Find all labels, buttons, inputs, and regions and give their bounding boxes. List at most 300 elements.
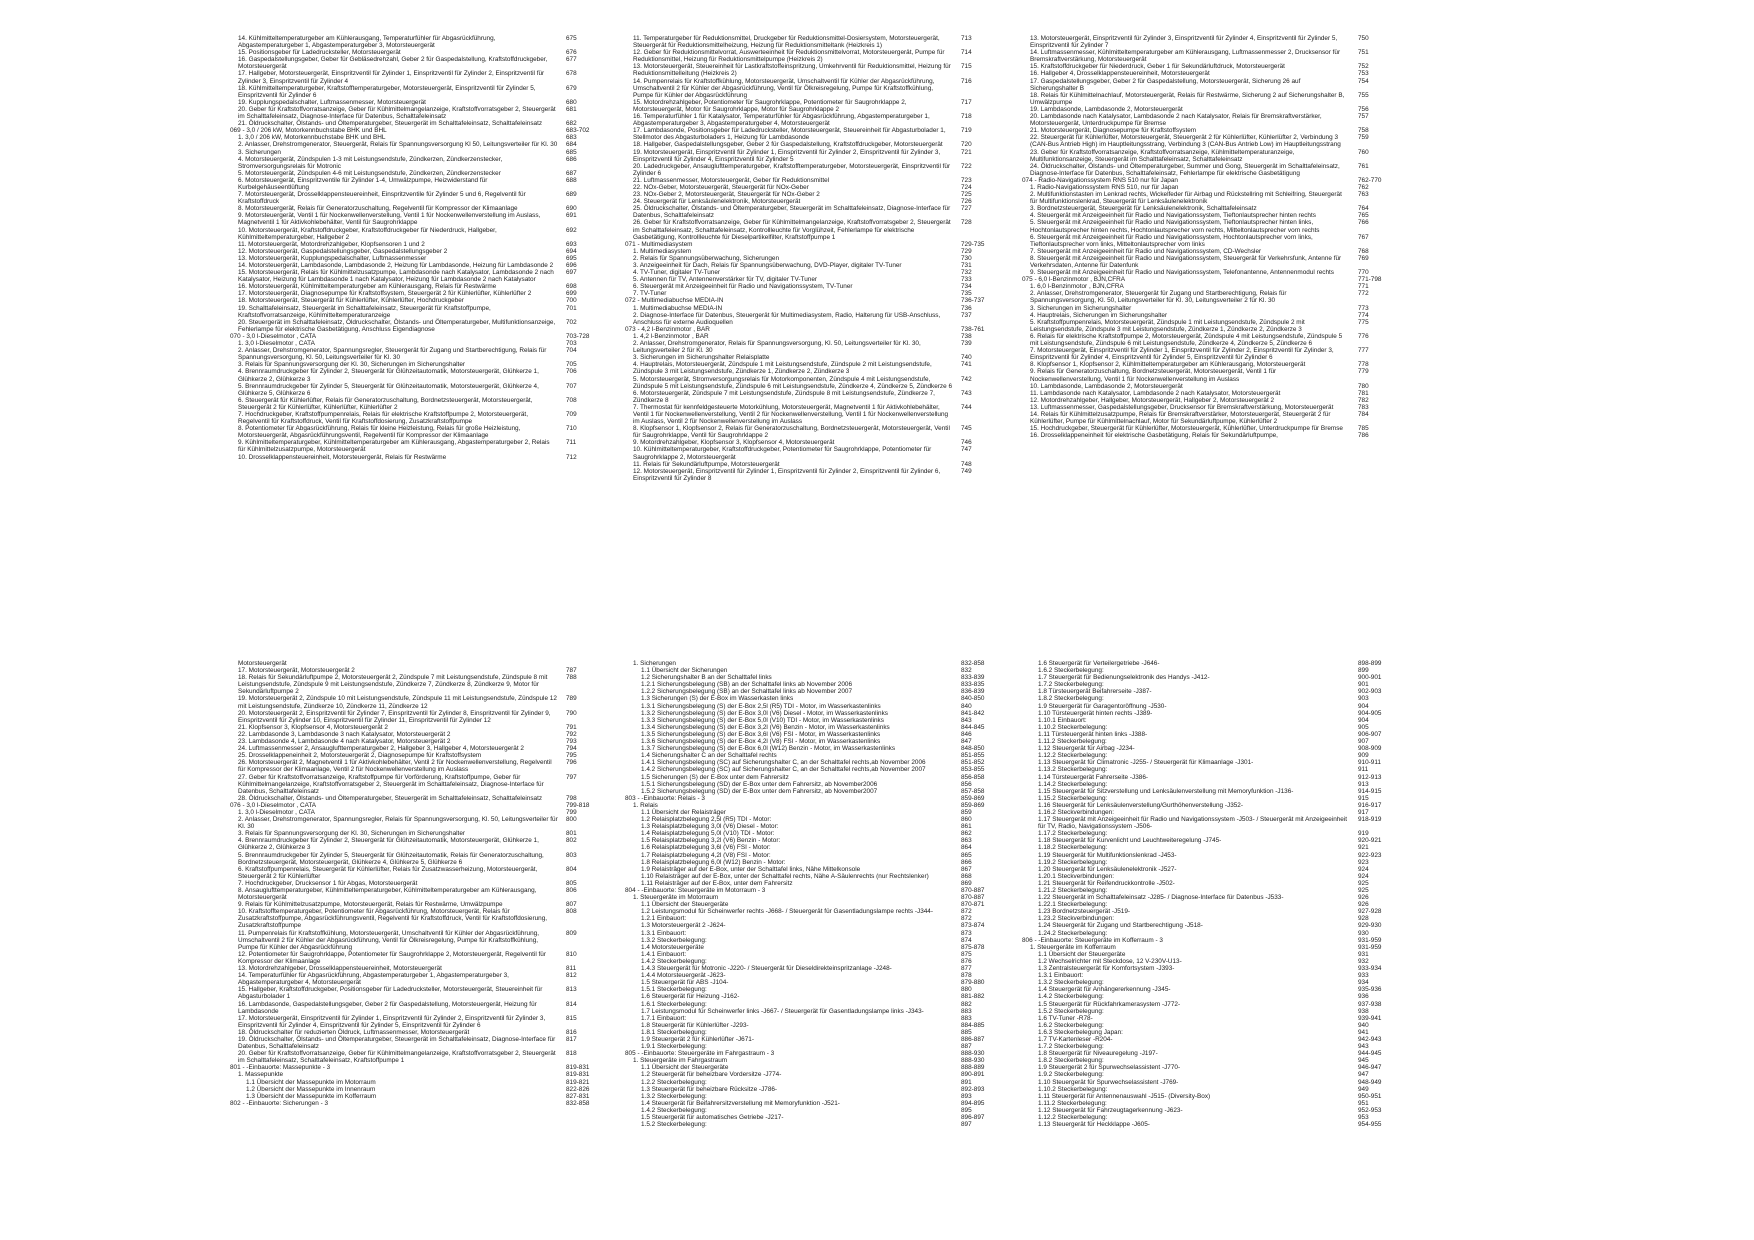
toc-entry <box>625 922 1005 929</box>
toc-entry <box>1022 922 1402 929</box>
column-bottom-left <box>230 660 610 1107</box>
toc-entry-page: 789 <box>566 695 577 703</box>
toc-entry-title: 2. Anlasser, Drehstromgenerator, Steuergerät, Relais für Spannungsversorgung Kl 50, Leitungsverteiler für Kl. 30 <box>238 141 558 149</box>
toc-section-entry <box>1022 276 1402 283</box>
toc-entry <box>230 241 610 248</box>
toc-entry-title: 1.6.1 Steckerbelegung: <box>641 1000 707 1008</box>
toc-entry-title: 10. Motorsteuergerät, Kraftstoffdruckgeber, Kraftstoffdruckgeber für Niederdruck, Hallgeber, Kühlmitteltemperaturgeber, Hallgeber 2 <box>238 226 497 241</box>
toc-entry-title: 17. Gaspedalstellungsgeber, Geber 2 für Gaspedalstellung, Motorsteuergerät, Sicherung 26 auf Sicherungshalter B <box>1030 77 1301 92</box>
toc-entry <box>230 710 610 724</box>
toc-entry-page: 756 <box>1358 105 1369 113</box>
toc-entry-title: 2. Anlasser, Drehstromgenerator, Spannungsregler, Steuergerät für Zugang und Startberechtigung, Relais für Spannungsversorgung, Kl. 50, Leitungsverteiler für Kl. 30 <box>238 347 547 362</box>
toc-entry <box>230 908 610 929</box>
toc-entry-page: 683-702 <box>566 127 590 135</box>
toc-entry-title: 11. Temperaturgeber für Reduktionsmittel, Druckgeber für Reduktionsmittel-Dosiersystem, Motorsteuergerät, Steuergerät für Reduktionsmittelheizung, Heizung für Reduktionsmitteltank (Heizkreis 1) <box>633 35 940 50</box>
toc-section-entry <box>625 887 1005 894</box>
toc-entry <box>1022 710 1402 717</box>
toc-entry-title: 1.10 Steuergerät für Spurwechselassistent -J769- <box>1038 1078 1179 1086</box>
toc-entry-title: 1.23 Bordnetzsteuergerät -J519- <box>1038 908 1131 916</box>
toc-entry-page: 803 <box>566 851 577 859</box>
toc-entry-page: 678 <box>566 70 577 78</box>
toc-entry <box>1022 1093 1402 1100</box>
column-bottom-right <box>1022 660 1402 1128</box>
toc-entry-title: 4. TV-Tuner, digitaler TV-Tuner <box>633 269 721 277</box>
toc-entry-page: 769 <box>1358 254 1369 262</box>
toc-entry-title: 7. Motorsteuergerät, Drosselklappensteuereinheit, Einspritzventile für Zylinder 5 und 6, Regelventil für Kraftstoffdruck <box>238 191 526 206</box>
toc-entry-page: 720 <box>961 141 972 149</box>
toc-entry-page: 738 <box>961 332 972 340</box>
toc-entry-page: 802 <box>566 837 577 845</box>
toc-section-entry <box>1022 937 1402 944</box>
toc-entry-page: 905 <box>1358 723 1369 731</box>
toc-entry-title: 1.7 TV-Kartenleser -R204- <box>1038 1035 1113 1043</box>
toc-entry-page: 913 <box>1358 780 1369 788</box>
toc-entry-page: 822-826 <box>566 1085 590 1093</box>
toc-entry <box>230 361 610 368</box>
toc-entry-title: 2. Anlasser, Drehstromgenerator, Relais für Spannungsversorgung, Kl. 50, Leitungsverteiler für Kl. 30, Leitungsverteiler 2 für Kl. 30 <box>633 340 921 355</box>
toc-entry-page: 777 <box>1358 347 1369 355</box>
toc-entry-title: 1.2 Steuergerät für beheizbare Vordersitze -J774- <box>641 1071 782 1079</box>
toc-entry-page: 888-889 <box>961 1064 985 1072</box>
toc-section-entry <box>1022 177 1402 184</box>
toc-entry <box>625 63 1005 77</box>
toc-entry-page: 948-949 <box>1358 1078 1382 1086</box>
toc-entry-page: 933 <box>1358 972 1369 980</box>
toc-entry-page: 903 <box>1358 695 1369 703</box>
column-top-left <box>230 35 610 461</box>
toc-entry <box>625 439 1005 446</box>
toc-entry-title: 16. Temperaturfühler 1 für Katalysator, Temperaturfühler für Abgasrückführung, Abgastemperaturgeber 1, Abgastemperaturgeber 3, Abgastemperaturgeber 4, Motorsteuergerät <box>633 113 930 128</box>
toc-entry-page: 772 <box>1358 290 1369 298</box>
toc-entry <box>625 141 1005 148</box>
toc-entry <box>1022 432 1402 439</box>
toc-entry-title: 3. Sicherungen <box>238 148 281 156</box>
toc-entry <box>625 781 1005 788</box>
toc-entry <box>625 1022 1005 1029</box>
toc-entry-title: 8. Ansauglufttemperaturgeber, Kühlmitteltemperaturgeber, Kühlmitteltemperaturgeber am Kühlerausgang, Motorsteuergerät <box>238 887 537 902</box>
toc-entry-title: 14. Relais für Kühlmittelzusatzpumpe, Relais für Bremskraftverstärker, Motorsteuergerät, Steuergerät 2 für Kühlerlüfter, Pumpe für Kühlmittelnachlauf, Motor für Sekundärluftpumpe, Kühlerlüfter 2 <box>1030 410 1331 426</box>
toc-entry-page: 714 <box>961 49 972 57</box>
toc-entry <box>625 830 1005 837</box>
toc-entry-title: 1.15.2 Steckerbelegung: <box>1038 794 1108 802</box>
toc-entry-title: 13. Luftmassenmesser, Gaspedalstellungsgeber, Drucksensor für Bremskraftverstärkung, Motorsteuergerät <box>1030 403 1334 411</box>
toc-entry-page: 697 <box>566 269 577 277</box>
toc-entry-page: 675 <box>566 35 577 42</box>
toc-entry-page: 796 <box>566 759 577 767</box>
toc-entry <box>1022 368 1402 382</box>
column-top-middle <box>625 35 1005 482</box>
toc-entry <box>1022 859 1402 866</box>
toc-entry-title: 1.3.2 Steckerbelegung: <box>1038 979 1104 987</box>
toc-entry-page: 942-943 <box>1358 1035 1382 1043</box>
toc-entry-page: 813 <box>566 986 577 994</box>
toc-entry-title: 1.7 Relaisplatzbelegung 4,2l (V8) FSI - Motor: <box>641 851 771 859</box>
toc-entry <box>625 376 1005 390</box>
toc-entry <box>1022 951 1402 958</box>
toc-entry-page: 864 <box>961 844 972 852</box>
toc-entry-page: 884-885 <box>961 1021 985 1029</box>
toc-entry-page: 681 <box>566 105 577 113</box>
toc-entry-title: 6. Motorsteuergerät, Zündspule 7 mit Leistungsendstufe, Zündspule 8 mit Leistungsendstufe, Zündkerze 7, Zündkerze 8 <box>633 389 935 404</box>
toc-entry-page: 919 <box>1358 830 1369 838</box>
toc-entry-title: 3. Anzeigeeinheit für Dach, Relais für Spannungsüberwachung, DVD-Player, digitaler TV-Tuner <box>633 262 902 269</box>
toc-entry-title: 18. Kühlmitteltemperaturgeber, Kraftstofftemperaturgeber, Motorsteuergerät, Einspritzventil für Zylinder 5, Einspritzventil für Zylinder 6 <box>238 84 536 99</box>
toc-entry <box>625 986 1005 993</box>
toc-entry <box>1022 404 1402 411</box>
toc-entry-title: 5. Antennen für TV, Antennenverstärker für TV, digitaler TV-Tuner <box>633 276 818 284</box>
toc-entry-title: 3. Sicherungen im Sicherungshalter Relaisplatte <box>633 354 770 362</box>
toc-entry-title: 1.3.1 Einbauort: <box>1038 972 1084 980</box>
toc-entry-page: 776 <box>1358 332 1369 340</box>
toc-entry <box>625 205 1005 219</box>
toc-entry <box>1022 63 1402 70</box>
toc-entry-title: 15. Motordrehzahlgeber, Potentiometer für Saugrohrklappe, Potentiometer für Saugrohrklappe 2, Motorsteuergerät, Motor für Saugrohrklappe, Motor für Saugrohrklappe 2 <box>633 98 907 113</box>
toc-entry <box>230 830 610 837</box>
toc-entry-page: 805 <box>566 879 577 887</box>
toc-entry-page: 723 <box>961 176 972 184</box>
toc-entry <box>230 141 610 148</box>
toc-entry-title: 25. Drosselklappeneinheit 2, Motorsteuergerät 2, Diagnosepumpe für Kraftstoffsystem <box>238 752 482 760</box>
column-bottom-middle <box>625 660 1005 1128</box>
toc-entry-title: 1. Steuergeräte im Fahrgastraum <box>633 1057 728 1065</box>
toc-entry-page: 888-930 <box>961 1057 985 1065</box>
toc-entry <box>625 219 1005 240</box>
toc-entry <box>625 1107 1005 1114</box>
toc-entry <box>230 809 610 816</box>
toc-entry-title: 1.13 Steuergerät für Climatronic -J255- / Steuergerät für Klimaanlage -J301- <box>1038 759 1254 767</box>
toc-entry-page: 764 <box>1358 205 1369 213</box>
toc-entry-page: 766 <box>1358 219 1369 227</box>
toc-entry-page: 893 <box>961 1092 972 1100</box>
toc-entry-title: 1.12.2 Steckerbelegung: <box>1038 1114 1108 1121</box>
toc-entry <box>625 873 1005 880</box>
toc-entry <box>1022 1100 1402 1107</box>
toc-entry <box>625 35 1005 49</box>
toc-entry <box>625 127 1005 141</box>
toc-entry <box>1022 681 1402 688</box>
toc-entry-page: 740 <box>961 354 972 362</box>
toc-entry <box>230 1093 610 1100</box>
toc-entry-page: 731 <box>961 262 972 269</box>
toc-entry-page: 692 <box>566 226 577 234</box>
toc-entry <box>1022 703 1402 710</box>
toc-entry-page: 739 <box>961 340 972 348</box>
toc-entry-title: 8. Motorsteuergerät, Relais für Generatorzuschaltung, Regelventil für Kompressor der Klimaanlage <box>238 205 518 213</box>
toc-entry-title: 1.3 Relaisplatzbelegung 3,0l (V6) Diesel - Motor: <box>641 823 779 831</box>
toc-entry-title: 1.3 Motorsteuergerät 2 -J624- <box>641 922 726 930</box>
toc-entry-title: 12. Geber für Reduktionsmittelvorrat, Auswerteeinheit für Reduktionsmittelvorrat, Motorsteuergerät, Pumpe für Reduktionsmittel, Heizung für Reduktionsmittelpumpe (Heizkreis 2) <box>633 49 945 64</box>
toc-entry-page: 944-945 <box>1358 1050 1382 1058</box>
toc-entry <box>625 1100 1005 1107</box>
toc-entry-title: 1.13 Steuergerät für Heckklappe -J605- <box>1038 1121 1150 1129</box>
toc-entry <box>625 340 1005 354</box>
toc-entry <box>230 347 610 361</box>
toc-entry-title: 1.12 Steuergerät für Airbag -J234- <box>1038 745 1135 753</box>
toc-entry-title: 1.7 Steuergerät für Bedienungselektronik des Handys -J412- <box>1038 674 1210 682</box>
toc-entry-page: 925 <box>1358 887 1369 894</box>
toc-entry-page: 718 <box>961 113 972 121</box>
toc-entry-page: 943 <box>1358 1043 1369 1051</box>
toc-entry-title: 1.6 Steuergerät für Heizung -J162- <box>641 993 740 1001</box>
toc-entry <box>625 461 1005 468</box>
toc-entry-title: 2. Anlasser, Drehstromgenerator, Spannungsregler, Relais für Spannungsversorgung, Kl. 50, Leitungsverteiler für Kl. 30 <box>238 816 558 831</box>
toc-entry-page: 745 <box>961 425 972 433</box>
toc-entry-title: 1.3.7 Sicherungsbelegung (S) der E-Box 6,0l (W12) Benzin - Motor, im Wasserkastenlinks <box>641 745 896 753</box>
toc-entry <box>230 1050 610 1064</box>
toc-entry-page: 859-869 <box>961 801 985 809</box>
toc-entry-title: 1.9 Steuergerät 2 für Spurwechselassistent -J770- <box>1038 1064 1181 1072</box>
toc-entry <box>230 297 610 304</box>
toc-entry-page: 703-728 <box>566 332 590 340</box>
toc-entry-page: 790 <box>566 709 577 717</box>
toc-entry-page: 819-821 <box>566 1078 590 1086</box>
toc-entry-title: 9. Relais für Generatorzuschaltung, Bordnetzsteuergerät, Motorsteuergerät, Ventil 1 für Nockenwellenverstellung, Ventil 1 für Nockenwellenverstellung im Auslass <box>1030 368 1277 383</box>
toc-entry-title: 21. Öldruckschalter, Ölstands- und Öltemperaturgeber, Steuergerät im Schalttafeleinsatz, Schalttafeleinsatz <box>238 120 543 128</box>
toc-entry-page: 705 <box>566 361 577 369</box>
toc-entry-title: 1.3 Übersicht der Massepunkte im Kofferraum <box>246 1092 377 1100</box>
toc-entry-page: 892-893 <box>961 1085 985 1093</box>
toc-entry <box>230 759 610 773</box>
toc-entry <box>1022 830 1402 837</box>
toc-entry-title: 1. Multimediabuchse MEDIA-IN <box>633 304 723 312</box>
toc-entry-page: 691 <box>566 212 577 220</box>
toc-entry-page: 677 <box>566 56 577 64</box>
toc-entry-title: 13. Motordrehzahlgeber, Drosselklappensteuereinheit, Motorsteuergerät <box>238 965 442 973</box>
toc-entry-title: 3. Bordnetzsteuergerät, Steuergerät für Lenksäulenelektronik, Schalttafeleinsatz <box>1030 205 1257 213</box>
toc-entry-title: 1.9.2 Steckerbelegung: <box>1038 1071 1104 1079</box>
toc-entry-title: 11. Relais für Sekundärluftpumpe, Motorsteuergerät <box>633 460 780 468</box>
toc-entry-title: 22. Steuergerät für Kühlerlüfter, Motorsteuergerät, Steuergerät 2 für Kühlerlüfter, Kühlerlüfter 2, Verbindung 3 (CAN-Bus Antrieb High) im Hauptleitungsstrang, Verbindung 3 (CAN-Bus Antrieb Low) im Hauptleitungsstrang <box>1030 134 1341 149</box>
toc-entry <box>230 269 610 283</box>
toc-entry <box>625 816 1005 823</box>
toc-entry-page: 906-907 <box>1358 730 1382 738</box>
toc-entry <box>230 340 610 347</box>
toc-entry-title: 12. Motorsteuergerät, Einspritzventil für Zylinder 1, Einspritzventil für Zylinder 2, Einspritzventil für Zylinder 6, Einspritzventil für Zylinder 8 <box>633 467 941 482</box>
toc-entry-title: 1.12.2 Steckerbelegung: <box>1038 752 1108 760</box>
toc-entry-title: 19. Öldruckschalter, Ölstands- und Öltemperaturgeber, Steuergerät im Schalttafeleinsatz, Diagnose-Interface für Datenbus, Schalttafeleinsatz <box>238 1035 556 1051</box>
toc-entry <box>625 937 1005 944</box>
toc-entry-page: 924 <box>1358 865 1369 873</box>
toc-entry-title: 17. Motorsteuergerät, Motorsteuergerät 2 <box>238 667 355 675</box>
toc-entry-title: 25. Öldruckschalter, Ölstands- und Öltemperaturgeber, Steuergerät im Schalttafeleinsatz, Diagnose-Interface für Datenbus, Schalttafeleinsatz <box>633 205 951 220</box>
toc-entry <box>1022 1036 1402 1043</box>
toc-entry <box>230 368 610 382</box>
toc-entry-page: 908-909 <box>1358 745 1382 753</box>
toc-entry <box>230 205 610 212</box>
toc-entry <box>230 319 610 333</box>
toc-entry <box>230 170 610 177</box>
toc-entry-title: 1.7.2 Steckerbelegung: <box>1038 681 1104 689</box>
toc-entry-page: 808 <box>566 908 577 916</box>
toc-entry-page: 866 <box>961 858 972 866</box>
toc-entry-page: 929-930 <box>1358 922 1382 930</box>
toc-entry-page: 717 <box>961 98 972 106</box>
toc-entry-title: 1.2 Wechselrichter mit Steckdose, 12 V-230V-U13- <box>1038 957 1182 965</box>
toc-entry-title: 20. Lambdasonde nach Katalysator, Lambdasonde 2 nach Katalysator, Relais für Bremskraftverstärker, Motorsteuergerät, Unterdruckpumpe für Bremse <box>1030 113 1322 128</box>
toc-entry <box>1022 255 1402 269</box>
toc-entry-page: 886-887 <box>961 1035 985 1043</box>
toc-entry-title: 1.4.2 Sicherungsbelegung (SC) auf Sicherungshalter C, an der Schalttafel rechts,ab November 2007 <box>641 766 926 774</box>
toc-entry-page: 807 <box>566 901 577 909</box>
toc-entry <box>230 439 610 453</box>
toc-entry-title: 1. Multimediasystem <box>633 247 692 255</box>
toc-entry <box>1022 752 1402 759</box>
toc-entry-page: 715 <box>961 63 972 71</box>
toc-entry-title: 20. Ladedruckgeber, Ansauglufttemperaturgeber, Kraftstofftemperaturgeber, Motorsteuergerät, Einspritzventil für Zylinder 6 <box>633 162 951 177</box>
toc-entry-title: 1.2.2 Steckerbelegung: <box>641 1078 707 1086</box>
toc-entry-page: 797 <box>566 773 577 781</box>
toc-entry-page: 844-845 <box>961 723 985 731</box>
toc-entry-title: 1.6 Relaisplatzbelegung 3,6l (V6) FSI - Motor: <box>641 844 771 852</box>
toc-entry-page: 862 <box>961 830 972 838</box>
toc-entry-title: 1.8.1 Steckerbelegung: <box>641 1028 707 1036</box>
toc-entry <box>1022 127 1402 134</box>
toc-entry-page: 773 <box>1358 304 1369 312</box>
toc-entry-title: 5. Motorsteuergerät, Stromversorgungsrelais für Motorkomponenten, Zündspule 4 mit Leistungsendstufe, Zündspule 5 mit Leistungsendstufe, Zündspule 6 mit Leistungsendstufe, Zündkerze 4, Zündkerze 5, Zündkerze 6 <box>633 375 953 390</box>
toc-entry <box>625 880 1005 887</box>
toc-entry <box>1022 837 1402 844</box>
toc-entry-title: 7. Hochdruckgeber, Kraftstoffpumpenrelais, Relais für elektrische Kraftstoffpumpe 2, Motorsteuergerät, Regelventil für Kraftstoffdruck, Ventil für Kraftstoffdosierung, Zusatzkraftstoffpumpe <box>238 410 528 426</box>
toc-entry-title: 23. Geber für Kraftstoffvorratsanzeige, Kraftstoffvorratsanzeige, Kühlmitteltemperaturanzeige, Multifunktionsanzeige, Steuergerät im Schalttafeleinsatz, Schalttafeleinsatz <box>1030 148 1295 163</box>
toc-entry <box>1022 880 1402 887</box>
toc-entry <box>1022 866 1402 873</box>
toc-entry-title: 10. Lambdasonde, Lambdasonde 2, Motorsteuergerät <box>1030 382 1183 390</box>
toc-entry <box>625 163 1005 177</box>
toc-entry-title: 1.7.1 Einbauort: <box>641 1014 687 1022</box>
toc-entry-title: 1.4 Steuergerät für Anhängererkennung -J345- <box>1038 986 1171 994</box>
toc-entry-title: 1.3.2 Sicherungsbelegung (S) der E-Box 3,0l (V6) Diesel - Motor, im Wasserkastenlinks <box>641 709 888 717</box>
toc-entry-title: 15. Hochdruckgeber, Steuergerät für Kühlerlüfter, Motorsteuergerät, Kühlerlüfter, Unterdruckpumpe für Bremse <box>1030 425 1343 433</box>
toc-entry-page: 729 <box>961 247 972 255</box>
toc-entry-title: 11. Lambdasonde nach Katalysator, Lambdasonde 2 nach Katalysator, Motorsteuergerät <box>1030 389 1281 397</box>
toc-entry-title: 1.14.2 Steckerbelegung: <box>1038 780 1108 788</box>
toc-entry-title: 1.17.2 Steckerbelegung: <box>1038 830 1108 838</box>
toc-entry-title: 16. Motorsteuergerät, Kühlmitteltemperaturgeber am Kühlerausgang, Relais für Restwärme <box>238 283 497 291</box>
toc-entry-page: 907 <box>1358 738 1369 746</box>
toc-entry <box>625 1029 1005 1036</box>
toc-entry-title: 19. Schalttafeleinsatz, Steuergerät im Schalttafeleinsatz, Steuergerät für Kraftstoffpumpe, Kraftstoffvorratsanzeige, Kühlmitteltemperaturanzeige <box>238 304 491 319</box>
toc-entry <box>1022 305 1402 312</box>
toc-entry-title: 9. Motorsteuergerät, Ventil 1 für Nockenwellenverstellung, Ventil 1 für Nockenwellenverstellung im Auslass, Magnetventil 1 für Aktivkohlebehälter, Ventil für Saugrohrklappe <box>238 212 541 227</box>
toc-entry-title: 1.8 Steuergerät für Niveauregelung -J197- <box>1038 1050 1158 1058</box>
toc-entry-title: 076 - 3,0 l-Dieselmotor , CATA <box>230 801 317 809</box>
toc-entry-page: 782 <box>1358 396 1369 404</box>
toc-entry-page: 694 <box>566 247 577 255</box>
toc-entry <box>230 49 610 56</box>
toc-entry <box>625 965 1005 972</box>
toc-entry <box>1022 695 1402 702</box>
toc-entry-title: 1.11.2 Steckerbelegung: <box>1038 738 1107 746</box>
toc-entry-page: 840 <box>961 702 972 710</box>
toc-entry-page: 817 <box>566 1035 577 1043</box>
toc-entry-title: 075 - 6,0 l-Benzinmotor , BJN,CFRA <box>1022 276 1125 284</box>
toc-entry <box>1022 1107 1402 1114</box>
toc-entry-page: 847 <box>961 738 972 746</box>
toc-entry-page: 875 <box>961 950 972 958</box>
toc-entry-title: 3. Sicherungen im Sicherungshalter <box>1030 304 1132 312</box>
toc-entry-title: 26. Geber für Kraftstoffvorratsanzeige, Geber für Kühlmittelmangelanzeige, Kraftstoffvorratsgeber 2, Steuergerät im Schalttafeleinsatz, Schalttafeleinsatz, Kontrollleuchte für Vorglühzeit, Fehlerlampe für elektrische Gasbetätigung, Kontrollleuchte für Dieselpartikelfilter, Kraftstoffpumpe 1 <box>633 219 951 241</box>
toc-entry <box>230 1001 610 1015</box>
toc-entry-page: 710 <box>566 425 577 433</box>
toc-entry-page: 904-905 <box>1358 709 1382 717</box>
toc-entry-title: 1.4 Motorsteuergeräte <box>641 943 704 951</box>
toc-entry-page: 806 <box>566 887 577 894</box>
toc-entry-page: 814 <box>566 1000 577 1008</box>
toc-entry-title: 1.1 Übersicht der Massepunkte im Motorraum <box>246 1078 376 1086</box>
toc-entry-title: 8. Steuergerät mit Anzeigeeinheit für Radio und Navigationssystem, Steuergerät für Verkehrsfunk, Antenne für Verkehrsdaten, Antenne für Datenfunk <box>1030 254 1342 269</box>
toc-entry <box>625 852 1005 859</box>
toc-entry-page: 698 <box>566 283 577 291</box>
toc-entry-page: 874 <box>961 936 972 944</box>
toc-entry <box>230 866 610 880</box>
toc-entry-title: 1.17 Steuergerät mit Anzeigeeinheit für Radio und Navigationssystem -J503- / Steuergerät mit Anzeigeeinheit für TV, Radio, Navigationssystem -J506- <box>1038 816 1348 831</box>
toc-entry-title: 21. Motorsteuergerät, Diagnosepumpe für Kraftstoffsystem <box>1030 127 1197 135</box>
toc-entry-page: 787 <box>566 667 577 675</box>
toc-entry <box>230 85 610 99</box>
toc-section-entry <box>625 326 1005 333</box>
toc-entry <box>625 1043 1005 1050</box>
toc-entry-page: 883 <box>961 1014 972 1022</box>
toc-entry-title: 19. Kupplungspedalschalter, Luftmassenmesser, Motorsteuergerät <box>238 98 426 106</box>
toc-entry <box>230 383 610 397</box>
toc-entry-title: 1.5 Steuergerät für Rückfahrkamerasystem -J772- <box>1038 1000 1181 1008</box>
toc-entry-page: 762-770 <box>1358 176 1382 184</box>
toc-entry <box>1022 1050 1402 1057</box>
toc-entry-page: 689 <box>566 191 577 199</box>
toc-entry <box>1022 795 1402 802</box>
toc-entry <box>1022 809 1402 816</box>
toc-entry-title: 16. Lambdasonde, Gaspedalstellungsgeber, Geber 2 für Gaspedalstellung, Motorsteuergerät, Heizung für Lambdasonde <box>238 1000 537 1015</box>
toc-entry <box>230 837 610 851</box>
toc-entry-page: 832 <box>961 667 972 675</box>
toc-entry-page: 695 <box>566 254 577 262</box>
toc-entry-page: 801 <box>566 830 577 838</box>
toc-entry-title: 12. Motordrehzahlgeber, Hallgeber, Motorsteuergerät, Hallgeber 2, Motorsteuergerät 2 <box>1030 396 1275 404</box>
toc-entry-title: 7. TV-Tuner <box>633 290 667 298</box>
toc-entry-title: 1.15 Steuergerät für Sitzverstellung und Lenksäulenverstellung mit Memoryfunktion -J136- <box>1038 787 1294 795</box>
toc-entry-page: 848-850 <box>961 745 985 753</box>
toc-entry-title: 18. Motorsteuergerät, Steuergerät für Kühlerlüfter, Kühlerlüfter, Hochdruckgeber <box>238 297 464 305</box>
toc-entry-page: 798 <box>566 794 577 802</box>
toc-entry-title: 20. Motorsteuergerät 2, Einspritzventil für Zylinder 7, Einspritzventil für Zylinder 8, Einspritzventil für Zylinder 9, Einspritzventil für Zylinder 10, Einspritzventil für Zylinder 11, Einspritzventil für Zylinder 12 <box>238 709 551 724</box>
toc-entry-page: 937-938 <box>1358 1000 1382 1008</box>
toc-entry-page: 785 <box>1358 425 1369 433</box>
toc-entry <box>1022 411 1402 425</box>
toc-entry <box>625 1064 1005 1071</box>
toc-entry-title: 1.4.1 Einbauort: <box>641 950 687 958</box>
toc-entry-title: 28. Öldruckschalter, Ölstands- und Öltemperaturgeber, Steuergerät im Schalttafeleinsatz, Schalttafeleinsatz <box>238 794 543 802</box>
toc-entry-page: 730 <box>961 254 972 262</box>
toc-entry-page: 778 <box>1358 361 1369 369</box>
toc-entry <box>230 816 610 830</box>
toc-entry <box>1022 731 1402 738</box>
toc-entry-page: 680 <box>566 98 577 106</box>
toc-entry-title: 14. Luftmassenmesser, Kühlmitteltemperaturgeber am Kühlerausgang, Luftmassenmesser 2, Drucksensor für Bremskraftverstärkung, Motorsteuergerät <box>1030 49 1341 64</box>
toc-entry-page: 880 <box>961 986 972 994</box>
toc-entry-page: 792 <box>566 730 577 738</box>
toc-entry-page: 910-911 <box>1358 759 1381 767</box>
toc-entry-page: 704 <box>566 347 577 355</box>
toc-entry <box>1022 1071 1402 1078</box>
toc-entry-page: 833-835 <box>961 681 985 689</box>
toc-entry <box>1022 184 1402 191</box>
toc-entry-page: 946-947 <box>1358 1064 1382 1072</box>
toc-entry <box>625 774 1005 781</box>
toc-entry-page: 890-891 <box>961 1071 985 1079</box>
toc-entry-page: 888-930 <box>961 1050 985 1058</box>
toc-entry <box>625 915 1005 922</box>
toc-entry-title: 1.4.2 Steckerbelegung: <box>641 957 707 965</box>
